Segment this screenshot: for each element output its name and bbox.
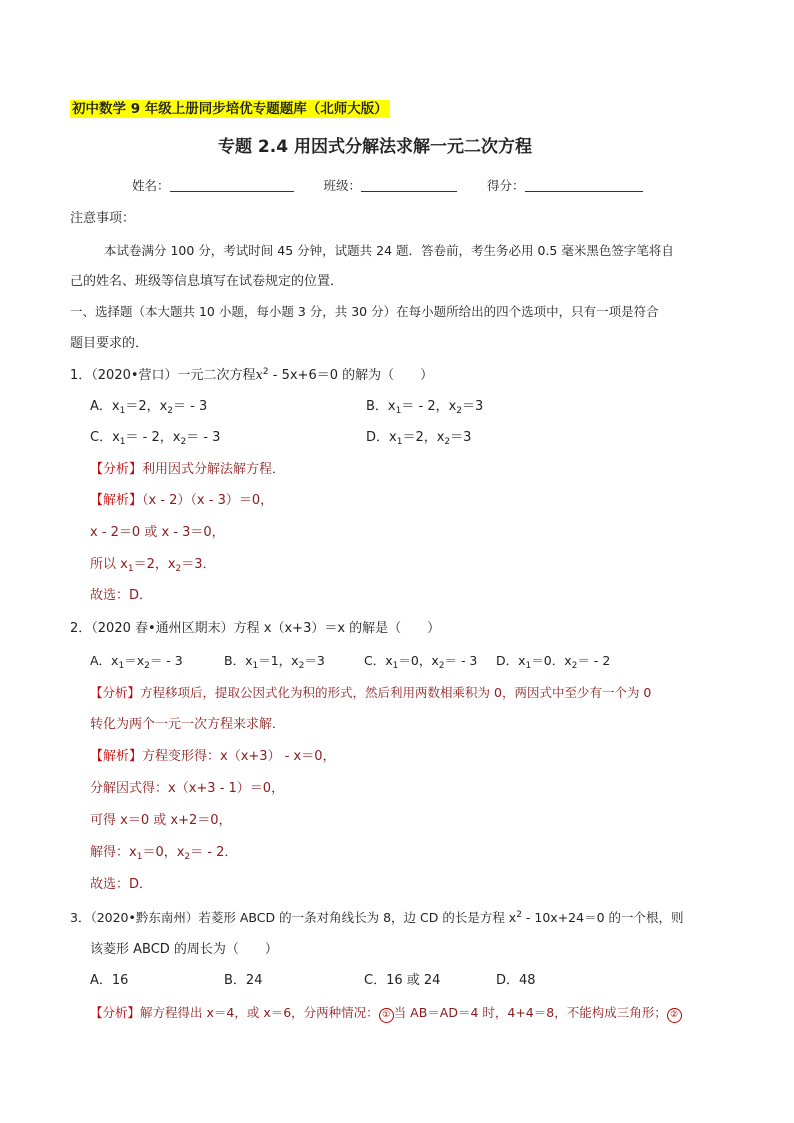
q1-option-b[interactable]: B．$x_1= - 2$，$x_2=3$ — [366, 399, 484, 416]
q3-analysis: 【分析】解方程得出 x＝4，或 x＝6，分两种情况： ① 当 AB＝AD＝4 时，4+4＝8，不能构成三角形； ② — [90, 1004, 682, 1023]
q1-solution-2: x - 2＝0 或 x - 3＝0， — [90, 525, 225, 540]
q3-option-c[interactable]: C．16 或 24 — [364, 973, 441, 988]
q2-option-a[interactable]: A．$x_1=x_2= - 3$ — [90, 653, 183, 671]
q2-solution-3: 可得 x＝0 或 x+2＝0， — [90, 813, 232, 828]
q2-option-d[interactable]: D．$x_1=0$．$x_2= - 2$ — [496, 653, 611, 671]
q1-eq-exp: 2 — [262, 367, 269, 377]
q1-source: （2020•营口）一元二次方程 — [91, 368, 256, 383]
q2-solution-1: 【解析】方程变形得：x（x+3） - x＝0， — [90, 749, 336, 764]
class-field[interactable] — [361, 177, 457, 192]
notice-line-2: 己的姓名、班级等信息填写在试卷规定的位置． — [70, 274, 344, 289]
q3-stem-2: 该菱形 ABCD 的周长为（ ） — [90, 942, 278, 957]
circled-two: ② — [667, 1008, 682, 1023]
q1-answer: 故选：D． — [90, 588, 153, 603]
q1-option-c[interactable]: C．$x_1= - 2$，$x_2= - 3$ — [90, 430, 221, 447]
q1-solution-3: 所以 $x_1=2$，$x_2=3$． — [90, 557, 216, 574]
q1-option-a[interactable]: A．$x_1=2$，$x_2= - 3$ — [90, 399, 208, 416]
q1-option-d[interactable]: D．$x_1=2$，$x_2=3$ — [366, 430, 472, 447]
q2-analysis-1: 【分析】方程移项后，提取公因式化为积的形式，然后利用两数相乘积为 0，两因式中至少有一个为 0 — [90, 685, 652, 700]
notice-line-1: 本试卷满分 100 分，考试时间 45 分钟，试题共 24 题．答卷前，考生务必用 0.5 毫米黑色签字笔将自 — [104, 243, 674, 258]
q3-option-d[interactable]: D．48 — [496, 973, 536, 988]
q3-stem-1: 3．（2020•黔东南州）若菱形 ABCD 的一条对角线长为 8，边 CD 的长是方程 $x^2 - 10x+24=0$ 的一个根，则 — [70, 910, 684, 925]
score-label: 得分： — [487, 178, 525, 193]
q2-solution-4: 解得：$x_1=0$，$x_2= - 2$． — [90, 845, 238, 862]
q1-eq-rest: - 5x+6＝0 的解为（ ） — [268, 368, 434, 383]
name-field[interactable] — [170, 177, 294, 192]
series-header — [70, 100, 390, 119]
solution-label: 【解析】 — [90, 493, 143, 508]
q2-stem: 2．（2020 春•通州区期末）方程 x（x+3）＝x 的解是（ ） — [70, 621, 441, 636]
q2-answer: 故选：D． — [90, 877, 153, 892]
q1-eq-var: x — [255, 368, 263, 383]
q2-solution-2: 分解因式得：x（x+3 - 1）＝0， — [90, 781, 285, 796]
q1-stem — [70, 367, 433, 385]
analysis-label: 【分析】 — [90, 462, 143, 477]
q2-analysis-2: 转化为两个一元一次方程来求解． — [90, 717, 286, 732]
section-heading-2: 题目要求的． — [70, 336, 149, 351]
score-field[interactable] — [525, 177, 643, 192]
name-label: 姓名： — [132, 178, 170, 193]
q3-option-b[interactable]: B．24 — [224, 973, 263, 988]
q1-number: 1． — [70, 368, 92, 383]
circled-one: ① — [379, 1008, 394, 1023]
q2-option-c[interactable]: C．$x_1=0$，$x_2= - 3$ — [364, 653, 478, 671]
student-info-row — [132, 177, 643, 195]
page-title: 专题 2.4 用因式分解法求解一元二次方程 — [218, 137, 532, 157]
q1-analysis: 【分析】利用因式分解法解方程． — [90, 462, 286, 477]
q2-option-b[interactable]: B．$x_1=1$，$x_2=3$ — [224, 653, 325, 671]
series-highlight: 初中数学 9 年级上册同步培优专题题库（北师大版） — [72, 101, 388, 117]
class-label: 班级： — [323, 178, 362, 193]
section-heading-1: 一、选择题（本大题共 10 小题，每小题 3 分，共 30 分）在每小题所给出的四个选项中，只有一项是符合 — [70, 304, 659, 319]
q3-option-a[interactable]: A．16 — [90, 973, 129, 988]
q1-solution-1: 【解析】（x - 2）（x - 3）＝0， — [90, 493, 274, 508]
notice-heading: 注意事项： — [70, 211, 136, 226]
